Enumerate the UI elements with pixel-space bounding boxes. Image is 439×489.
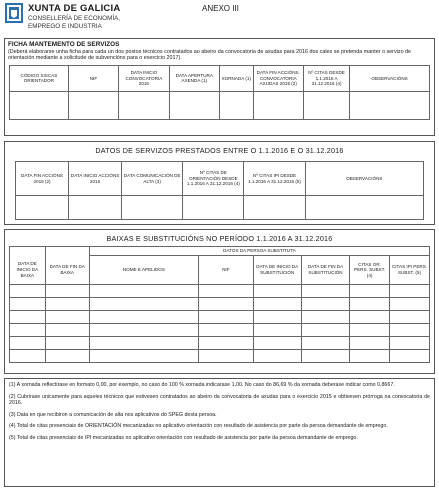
input-cell[interactable] <box>305 196 423 220</box>
input-cell[interactable] <box>253 298 301 311</box>
input-cell[interactable] <box>10 350 46 363</box>
col-data-fin-baixa: DATA DE FIN DA BAIXA <box>45 256 89 285</box>
input-cell[interactable] <box>89 324 198 337</box>
input-cell[interactable] <box>253 337 301 350</box>
col-citas-or-subst: CITAS OR. PERS. SUBST. (4) <box>350 256 390 285</box>
input-cell[interactable] <box>10 285 46 298</box>
input-cell[interactable] <box>183 196 244 220</box>
input-cell[interactable] <box>301 298 349 311</box>
input-cell[interactable] <box>350 324 390 337</box>
table-row <box>10 324 430 337</box>
ficha-table <box>9 65 430 120</box>
input-cell[interactable] <box>10 324 46 337</box>
input-cell[interactable] <box>10 311 46 324</box>
org-dept-line2: EMPREGO E INDUSTRIA <box>28 22 102 30</box>
input-cell[interactable] <box>10 337 46 350</box>
baixas-title: BAIXAS E SUBSTITUCIÓNS NO PERÍODO 1.1.2016 A 31.12.2016 <box>106 234 333 243</box>
input-cell[interactable] <box>89 285 198 298</box>
input-cell[interactable] <box>350 350 390 363</box>
input-cell[interactable] <box>89 337 198 350</box>
input-cell[interactable] <box>253 285 301 298</box>
footnote-3: (3) Data en que recibiron a comunicación de alta nos aplicativos do SPEG desta persoa. <box>9 411 217 418</box>
servizos-section <box>4 141 435 225</box>
table-row <box>10 337 430 350</box>
input-cell[interactable] <box>390 337 430 350</box>
col-observacions: OBSERVACIÓNS <box>305 162 423 196</box>
input-cell[interactable] <box>16 196 69 220</box>
input-cell[interactable] <box>122 196 183 220</box>
col-data-fin-accions-2015: DATA FIN ACCIÓNS 2015 (2) <box>16 162 69 196</box>
input-cell[interactable] <box>350 311 390 324</box>
input-cell[interactable] <box>253 91 303 119</box>
org-department <box>28 15 120 30</box>
input-cell[interactable] <box>119 91 169 119</box>
col-data-comunicacion-alta: DATA COMUNICACIÓN DE ALTA (3) <box>122 162 183 196</box>
input-cell[interactable] <box>390 311 430 324</box>
input-cell[interactable] <box>45 350 89 363</box>
input-cell[interactable] <box>350 285 390 298</box>
input-cell[interactable] <box>301 285 349 298</box>
input-cell[interactable] <box>390 285 430 298</box>
input-cell[interactable] <box>89 298 198 311</box>
col-citas-orientacion: Nº CITAS DE ORIENTACIÓN DESDE 1.1.2016 A 31.12.2016 (4) <box>183 162 244 196</box>
col-nome-apelidos: NOME E APELIDOS <box>89 256 198 285</box>
ficha-section <box>4 38 435 136</box>
input-cell[interactable] <box>89 350 198 363</box>
input-cell[interactable] <box>350 91 430 119</box>
table-row <box>10 285 430 298</box>
input-cell[interactable] <box>301 311 349 324</box>
input-cell[interactable] <box>198 337 253 350</box>
col-nif: NIF <box>198 256 253 285</box>
col-num-citas: Nº CITAS DESDE 1.1.2016 A 31.12.2016 (4) <box>303 65 349 91</box>
col-data-inicio-baixa: DATA DE INICIO DA BAIXA <box>10 256 46 285</box>
org-dept-line1: CONSELLERÍA DE ECONOMÍA, <box>28 15 121 22</box>
input-cell[interactable] <box>390 324 430 337</box>
input-cell[interactable] <box>198 285 253 298</box>
footnote-2: (2) Cubrirase unicamente para aqueles técnicos que estivesen contratados ao abeiro da convocatoria de axudas para o exercicio 2015 e obtivesen prórroga na convocatoria de 2016. <box>9 393 430 407</box>
table-row <box>10 311 430 324</box>
xunta-logo-icon <box>4 2 24 24</box>
col-data-fin-accions: DATA FIN ACCIÓNS. CONVOCATORIA AXUDAS 2015 (2) <box>253 65 303 91</box>
input-cell[interactable] <box>303 91 349 119</box>
col-xornada: XORNADA (1) <box>219 65 253 91</box>
input-cell[interactable] <box>350 298 390 311</box>
input-cell[interactable] <box>89 311 198 324</box>
input-cell[interactable] <box>45 298 89 311</box>
footnote-4: (4) Total de citas presenciais de ORIENTACIÓN mecanizadas no aplicativo orientación con resultado de asistencia por parte da persoa demandante de emprego. <box>9 423 388 430</box>
substitute-group-header: DATOS DA PERSOA SUBSTITUTA <box>89 247 429 256</box>
annex-label: ANEXO III <box>202 4 239 13</box>
input-cell[interactable] <box>253 324 301 337</box>
table-row <box>16 196 424 220</box>
input-cell[interactable] <box>69 196 122 220</box>
ficha-title: FICHA MANTEMENTO DE SERVIZOS <box>8 41 120 48</box>
col-citas-ipi: Nº CITAS IPI DESDE 1.1.2016 A 31.12.2016 (5) <box>244 162 305 196</box>
table-row <box>10 298 430 311</box>
col-observacions: OBSERVACIÓNS <box>350 65 430 91</box>
input-cell[interactable] <box>10 298 46 311</box>
input-cell[interactable] <box>45 311 89 324</box>
baixas-section <box>4 229 435 374</box>
input-cell[interactable] <box>10 91 69 119</box>
footnote-1: (1) A xornada reflectirase en formato 0,00, por exemplo, no caso do 100 % xornada indicarase 1,00. No caso do 86,69 % da xornada deberase indicar como 0,8667. <box>9 382 395 388</box>
input-cell[interactable] <box>198 324 253 337</box>
input-cell[interactable] <box>45 337 89 350</box>
baixas-table <box>9 246 430 363</box>
input-cell[interactable] <box>390 298 430 311</box>
input-cell[interactable] <box>68 91 118 119</box>
input-cell[interactable] <box>350 337 390 350</box>
col-data-fin-substitucion: DATA DE FIN DA SUBSTITUCIÓN <box>301 256 349 285</box>
input-cell[interactable] <box>219 91 253 119</box>
input-cell[interactable] <box>390 350 430 363</box>
servizos-table <box>15 161 424 220</box>
input-cell[interactable] <box>198 350 253 363</box>
footnotes <box>4 378 435 487</box>
input-cell[interactable] <box>253 350 301 363</box>
input-cell[interactable] <box>45 285 89 298</box>
input-cell[interactable] <box>301 324 349 337</box>
col-citas-ipi-subst: CITAS IPI PERS. SUBST. (5) <box>390 256 430 285</box>
table-row <box>10 91 430 119</box>
input-cell[interactable] <box>301 337 349 350</box>
col-data-inicio-substitucion: DATA DE INICIO DA SUBSTITUCIÓN <box>253 256 301 285</box>
org-name: XUNTA DE GALICIA <box>28 3 121 14</box>
document-header <box>4 2 435 38</box>
col-data-inicio-convocatoria: DATA INICIO CONVOCATORIA 2016 <box>119 65 169 91</box>
col-data-inicio-accions-2016: DATA INICIO ACCIÓNS 2016 <box>69 162 122 196</box>
table-row <box>10 350 430 363</box>
col-codigo-siscas: CÓDIGO SISCAS ORIENTADOR <box>10 65 69 91</box>
input-cell[interactable] <box>253 311 301 324</box>
baixas-rows <box>10 285 430 363</box>
input-cell[interactable] <box>244 196 305 220</box>
input-cell[interactable] <box>169 91 219 119</box>
input-cell[interactable] <box>198 311 253 324</box>
col-data-apertura-axenda: DATA APERTURA AXENDA (1) <box>169 65 219 91</box>
input-cell[interactable] <box>45 324 89 337</box>
input-cell[interactable] <box>198 298 253 311</box>
footnote-5: (5) Total de citas presenciais de IPI mecanizadas no aplicativo orientación con resultado de asistencia por parte da persoa demandante de emprego. <box>9 434 358 441</box>
input-cell[interactable] <box>301 350 349 363</box>
servizos-title: DATOS DE SERVIZOS PRESTADOS ENTRE O 1.1.2016 E O 31.12.2016 <box>95 146 344 155</box>
ficha-subtitle: (Deberá elaborarse unha ficha para cada un dos postos técnicos contratados ao abeiro da convocatoria de axudas para 2016 dos cales se pretenda manter o servizo de orientación mediante a solicitude de subvencións para o exercicio 2017). <box>8 49 412 62</box>
col-nif: NIF <box>68 65 118 91</box>
